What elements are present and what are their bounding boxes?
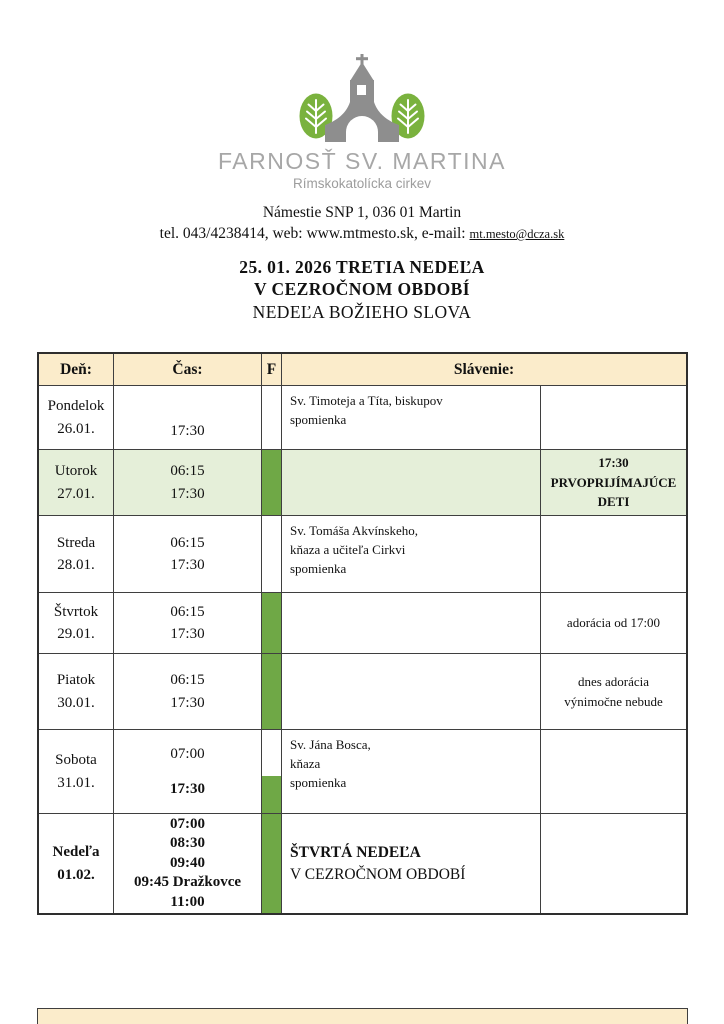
text-line: 17:30 <box>170 780 205 797</box>
text-line: 06:15 <box>170 463 205 479</box>
text-line: Štvrtok <box>53 603 99 620</box>
text-line: 17:30 <box>170 626 205 642</box>
text-line: Streda <box>56 534 96 551</box>
text-line: 06:15 <box>170 534 205 551</box>
address-line: Námestie SNP 1, 036 01 Martin <box>262 204 462 221</box>
text-line: V CEZROČNOM OBDOBÍ <box>290 865 466 883</box>
text-line: 26.01. <box>57 420 95 437</box>
feast-indicator-cell <box>262 386 282 449</box>
green-marker <box>262 593 281 653</box>
celebration-cell <box>282 730 541 813</box>
text-line: 07:00 <box>170 815 205 832</box>
time-cell <box>114 654 262 729</box>
header-celebration: Slávenie: <box>453 360 515 378</box>
org-name: FARNOSŤ SV. MARTINA <box>218 148 506 174</box>
text-line: 30.01. <box>57 694 95 711</box>
org-subtitle: Rímskokatolícka cirkev <box>292 176 432 191</box>
time-cell <box>114 450 262 515</box>
text-line: spomienka <box>290 774 347 790</box>
feast-indicator-cell <box>262 654 282 729</box>
text-line: spomienka <box>290 560 347 576</box>
day-cell <box>39 516 114 592</box>
text-line: kňaza a učiteľa Cirkvi <box>290 541 406 557</box>
contact-prefix: tel. 043/4238414, web: www.mtmesto.sk, e-mail: <box>159 225 470 242</box>
text-line: Nedeľa <box>52 844 100 860</box>
schedule-rows <box>39 386 686 913</box>
text-line: Utorok <box>54 463 98 479</box>
header-feast: F <box>262 354 282 385</box>
text-line: 31.01. <box>57 774 95 791</box>
note-cell <box>541 654 686 729</box>
text-line: Pondelok <box>47 398 105 414</box>
celebration-cell <box>282 814 541 913</box>
schedule-table-header <box>39 354 686 386</box>
schedule-row <box>39 813 686 913</box>
schedule-row <box>39 386 686 449</box>
time-cell <box>114 593 262 653</box>
schedule-row <box>39 729 686 813</box>
note-cell <box>541 730 686 813</box>
schedule-table <box>37 352 688 915</box>
text-line: 28.01. <box>57 557 95 573</box>
feast-indicator-cell <box>262 814 282 913</box>
celebration-cell <box>282 386 541 449</box>
church-icon <box>325 54 399 142</box>
header-day: Deň: <box>39 354 114 385</box>
text-line: 17:30 <box>170 422 205 439</box>
text-line: Sobota <box>55 752 97 768</box>
parish-logo <box>284 52 440 146</box>
text-line: Sv. Timoteja a Títa, biskupov <box>290 393 443 408</box>
text-line: výnimočne nebude <box>564 693 663 709</box>
note-cell <box>541 386 686 449</box>
text-line: 08:30 <box>170 835 205 852</box>
note-cell <box>541 814 686 913</box>
title-line-3: NEDEĽA BOŽIEHO SLOVA <box>252 301 472 322</box>
time-cell <box>114 516 262 592</box>
text-line: 01.02. <box>57 866 95 883</box>
green-marker <box>262 654 281 729</box>
parish-masthead <box>0 0 724 243</box>
day-cell <box>39 814 114 913</box>
text-line: Piatok <box>56 672 96 688</box>
text-line: dnes adorácia <box>577 674 650 689</box>
text-line: ŠTVRTÁ NEDEĽA <box>290 843 421 861</box>
time-cell <box>114 814 262 913</box>
text-line: 09:40 <box>170 854 205 871</box>
green-marker <box>262 814 281 913</box>
day-cell <box>39 730 114 813</box>
green-marker <box>262 450 281 515</box>
text-line: PRVOPRIJÍMAJÚCE <box>550 474 677 490</box>
header-time: Čas: <box>114 354 262 385</box>
text-line: kňaza <box>290 755 321 771</box>
text-line: 17:30 <box>170 485 205 502</box>
day-cell <box>39 593 114 653</box>
feast-indicator-cell <box>262 730 282 813</box>
feast-indicator-cell <box>262 450 282 515</box>
text-line: 11:00 <box>170 893 205 910</box>
text-line: adorácia od 17:00 <box>566 615 661 631</box>
contact-line <box>0 225 724 243</box>
time-cell <box>114 730 262 813</box>
text-line: 17:30 <box>170 557 205 573</box>
schedule-row <box>39 515 686 592</box>
text-line: 07:00 <box>170 745 205 762</box>
text-line: spomienka <box>290 411 347 427</box>
schedule-row <box>39 592 686 653</box>
celebration-cell <box>282 450 541 515</box>
next-page-header-strip <box>37 1008 688 1024</box>
bulletin-title <box>0 256 724 323</box>
celebration-cell <box>282 593 541 653</box>
time-cell <box>114 386 262 449</box>
green-marker <box>262 776 281 813</box>
text-line: Sv. Jána Bosca, <box>290 737 371 752</box>
text-line: 09:45 Dražkovce <box>133 874 242 891</box>
note-cell <box>541 450 686 515</box>
title-line-1: 25. 01. 2026 TRETIA NEDEĽA <box>239 257 485 277</box>
note-cell <box>541 593 686 653</box>
text-line: 17:30 <box>170 694 205 711</box>
celebration-cell <box>282 654 541 729</box>
text-line: 06:15 <box>170 603 205 620</box>
text-line: 06:15 <box>170 672 205 688</box>
text-line: Sv. Tomáša Akvínskeho, <box>290 523 419 538</box>
text-line: 29.01. <box>57 626 95 642</box>
email-link[interactable]: mt.mesto@dcza.sk <box>469 227 565 241</box>
feast-indicator-cell <box>262 593 282 653</box>
schedule-row <box>39 449 686 515</box>
day-cell <box>39 654 114 729</box>
text-line: 27.01. <box>57 485 95 502</box>
feast-indicator-cell <box>262 516 282 592</box>
schedule-row <box>39 653 686 729</box>
text-line: 17:30 <box>598 455 629 471</box>
title-line-2: V CEZROČNOM OBDOBÍ <box>254 279 470 300</box>
note-cell <box>541 516 686 592</box>
day-cell <box>39 450 114 515</box>
celebration-cell <box>282 516 541 592</box>
day-cell <box>39 386 114 449</box>
text-line: DETI <box>597 494 630 510</box>
